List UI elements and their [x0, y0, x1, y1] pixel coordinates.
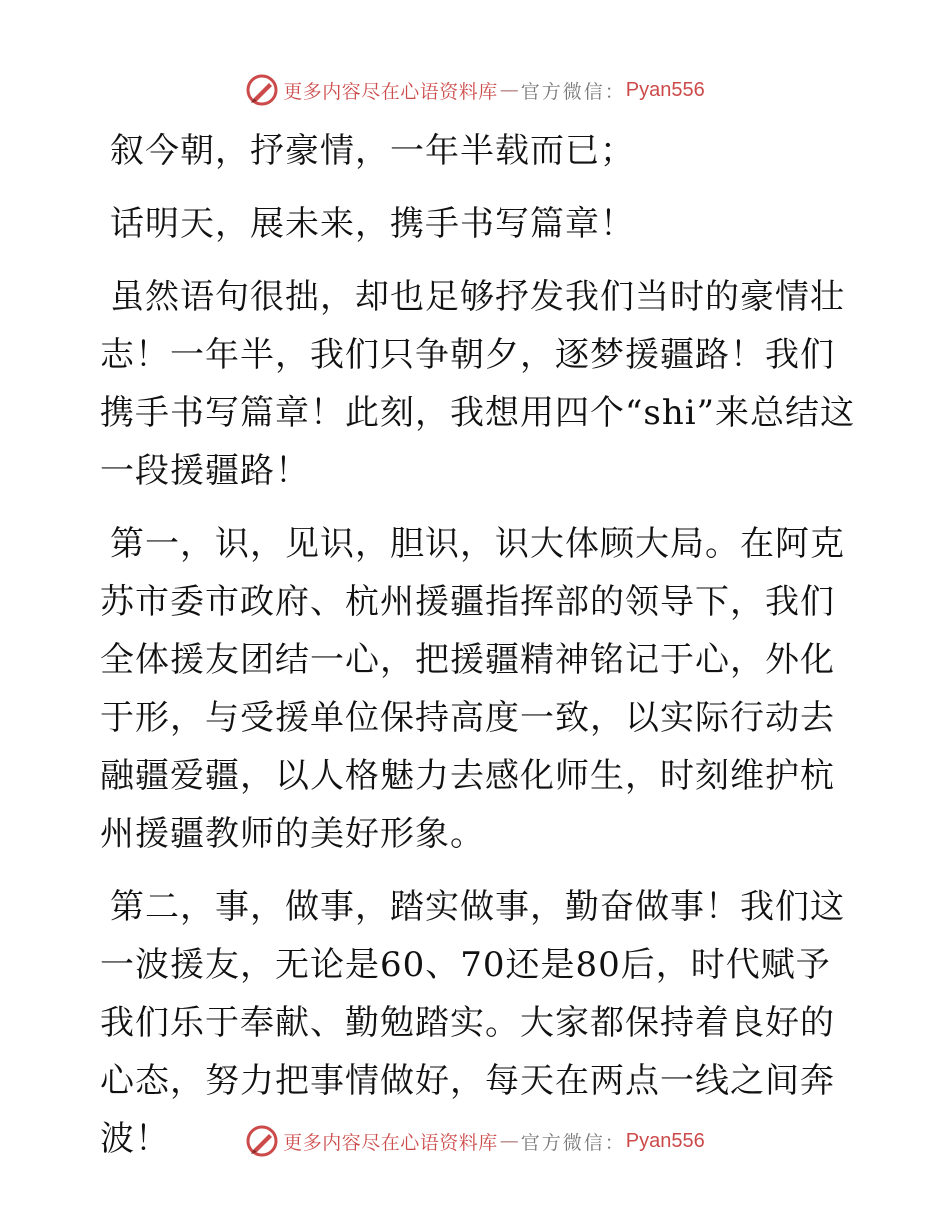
banner-separator: —: [499, 1130, 519, 1152]
brand-text: 更多内容尽在心语资料库: [283, 1131, 498, 1154]
brand-text: 更多内容尽在心语资料库: [283, 80, 498, 103]
paragraph: 第一，识，见识，胆识，识大体顾大局。在阿克苏市委市政府、杭州援疆指挥部的领导下，我们全体援友团结一心，把援疆精神铭记于心，外化于形，与受援单位保持高度一致，以实际行动去融疆爱疆，以人格魅力去感化师生，时刻维护杭州援疆教师的美好形象。: [100, 524, 845, 854]
document-body: [100, 122, 860, 1183]
paragraph: 虽然语句很拙，却也足够抒发我们当时的豪情壮志！一年半，我们只争朝夕，逐梦援疆路！我们携手书写篇章！此刻，我想用四个“shi”来总结这一段援疆路！: [100, 277, 855, 491]
header-banner: [0, 70, 950, 110]
banner-separator: —: [499, 79, 519, 101]
wechat-id: Pyan556: [625, 78, 705, 101]
paragraph: 话明天，展未来，携手书写篇章！: [110, 204, 635, 244]
wechat-id: Pyan556: [625, 1129, 705, 1152]
wechat-label: 官方微信：: [520, 1131, 626, 1154]
wechat-label: 官方微信：: [520, 80, 626, 103]
quill-pen-logo-icon: [245, 1124, 279, 1158]
quill-pen-logo-icon: [245, 73, 279, 107]
footer-banner: [0, 1121, 950, 1161]
paragraph: 叙今朝，抒豪情，一年半载而已；: [110, 131, 635, 171]
paragraph: 第二，事，做事，踏实做事，勤奋做事！我们这一波援友，无论是60、70还是80后，时代赋予我们乐于奉献、勤勉踏实。大家都保持着良好的心态，努力把事情做好，每天在两点一线之间奔波！: [100, 887, 845, 1159]
